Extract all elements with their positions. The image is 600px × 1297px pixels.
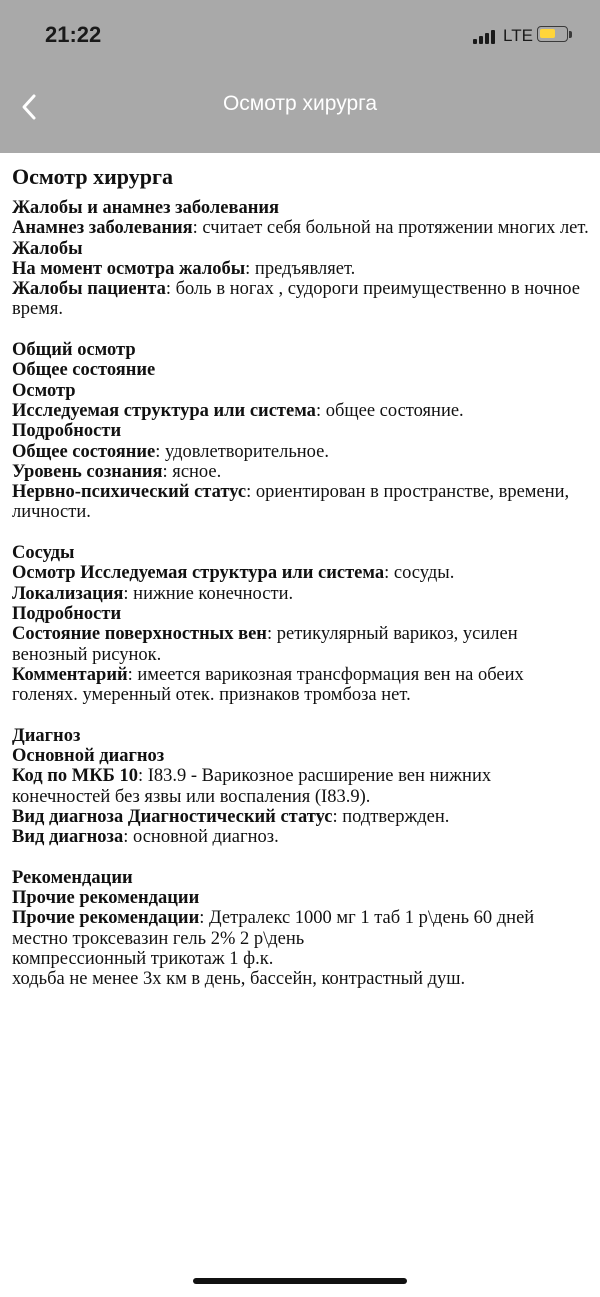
- subheading-exam: Осмотр: [12, 380, 76, 401]
- field-diagnosis-type: Вид диагноза: основной диагноз.: [12, 827, 279, 848]
- section-heading-general: Общий осмотр: [12, 340, 136, 361]
- field-complaints-moment: На момент осмотра жалобы: предъявляет.: [12, 258, 356, 279]
- field-vessels-exam: Осмотр Исследуемая структура или система: сосуды.: [12, 563, 455, 584]
- field-other-recommendations: Прочие рекомендации: Детралекс 1000 мг 1 таб 1 р\день 60 дней: [12, 908, 535, 929]
- section-heading-recommendations: Рекомендации: [12, 867, 133, 888]
- field-structure: Исследуемая структура или система: общее состояние.: [12, 400, 464, 421]
- header-bar: [0, 0, 600, 153]
- status-time: 21:22: [45, 22, 102, 47]
- recommendation-line: ходьба не менее 3х км в день, бассейн, контрастный душ.: [12, 969, 466, 990]
- field-general-state: Общее состояние: удовлетворительное.: [12, 441, 329, 462]
- field-anamnesis: Анамнез заболевания: считает себя больной на протяжении многих лет.: [12, 218, 589, 239]
- document-body: [12, 164, 592, 990]
- battery-icon: [537, 26, 568, 42]
- field-neuro-status: Нервно-психический статус: ориентирован в пространстве, времени, личности.: [12, 482, 570, 523]
- field-icd-code: Код по МКБ 10: I83.9 - Варикозное расширение вен нижних конечностей без язвы или воспаления (I83.9).: [12, 766, 492, 807]
- network-label: LTE: [503, 26, 533, 45]
- section-heading-diagnosis: Диагноз: [12, 725, 81, 746]
- page-title: Осмотр хирурга: [222, 92, 378, 115]
- field-consciousness: Уровень сознания: ясное.: [12, 461, 222, 482]
- subheading-general-state: Общее состояние: [12, 360, 156, 381]
- signal-icon: [473, 28, 497, 44]
- subheading-complaints: Жалобы: [12, 238, 83, 259]
- field-patient-complaints: Жалобы пациента: боль в ногах , судороги преимущественно в ночное время.: [12, 279, 580, 320]
- section-heading-complaints: Жалобы и анамнез заболевания: [12, 198, 280, 218]
- field-diagnosis-status: Вид диагноза Диагностический статус: подтвержден.: [12, 806, 450, 827]
- battery-cap: [569, 31, 572, 38]
- document-title: Осмотр хирурга: [12, 164, 173, 189]
- recommendation-line: компрессионный трикотаж 1 ф.к.: [12, 948, 274, 969]
- section-heading-vessels: Сосуды: [12, 543, 75, 564]
- home-indicator[interactable]: [193, 1278, 407, 1284]
- field-localization: Локализация: нижние конечности.: [12, 583, 294, 604]
- field-superficial-veins: Состояние поверхностных вен: ретикулярный варикоз, усилен венозный рисунок.: [12, 624, 518, 665]
- subheading-details: Подробности: [12, 421, 122, 442]
- recommendation-line: местно троксевазин гель 2% 2 р\день: [12, 928, 305, 949]
- subheading-vessels-details: Подробности: [12, 603, 122, 624]
- subheading-main-diagnosis: Основной диагноз: [12, 746, 165, 767]
- field-comment: Комментарий: имеется варикозная трансформация вен на обеих голенях. умеренный отек. признаков тромбоза нет.: [12, 664, 524, 706]
- subheading-other-recommendations: Прочие рекомендации: [12, 888, 200, 909]
